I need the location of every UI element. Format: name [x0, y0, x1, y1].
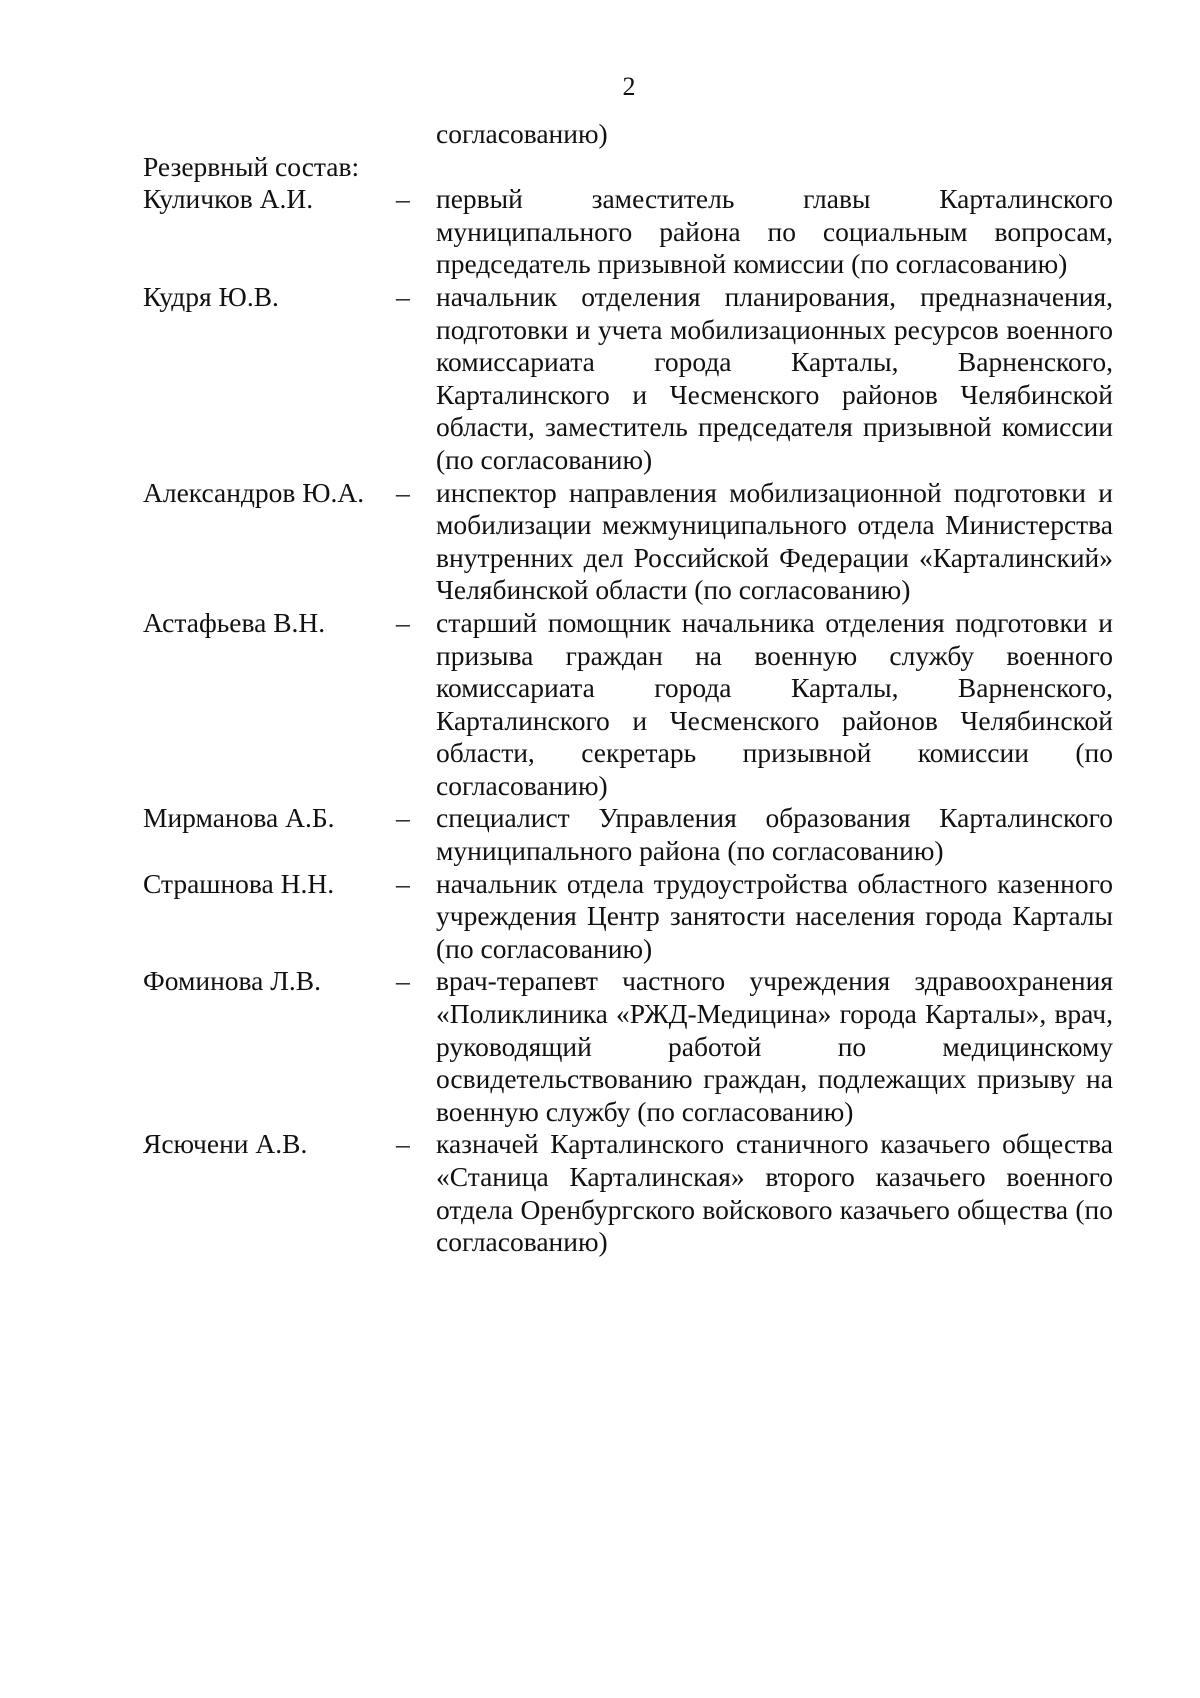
member-entry — [143, 281, 1113, 477]
member-dash: – — [396, 606, 410, 638]
member-dash: – — [396, 1128, 410, 1160]
member-dash: – — [396, 476, 410, 508]
member-entry — [143, 477, 1113, 607]
member-entry — [143, 802, 1113, 867]
member-name: Мирманова А.Б. — [143, 802, 335, 834]
member-position: врач-терапевт частного учреждения здравоохранения «Поликлиника «РЖД-Медицина» города Карталы», врач, руководящий работой по медицинскому освидетельствованию граждан, подлежащих призыву на военную службу (по согласованию) — [436, 965, 1113, 1127]
member-position: начальник отдела трудоустройства областного казенного учреждения Центр занятости населения города Карталы (по согласованию) — [436, 867, 1113, 964]
member-dash: – — [396, 280, 410, 312]
document-body — [143, 118, 1113, 1259]
member-dash: – — [396, 965, 410, 997]
member-name: Кудря Ю.В. — [143, 280, 279, 312]
continued-text: согласованию) — [436, 118, 608, 149]
member-entry — [143, 607, 1113, 803]
member-name: Александров Ю.А. — [143, 476, 365, 508]
member-position: первый заместитель главы Карталинского муниципального района по социальным вопросам, председатель призывной комиссии (по согласованию) — [436, 183, 1113, 280]
reserve-section-title: Резервный состав: — [143, 150, 360, 182]
member-position: старший помощник начальника отделения подготовки и призыва граждан на военную службу военного комиссариата города Карталы, Варненского, Карталинского и Чесменского районов Челябинской области, секретарь призывной комиссии (по согласованию) — [436, 606, 1113, 801]
member-name: Страшнова Н.Н. — [143, 867, 335, 899]
member-dash: – — [396, 802, 410, 834]
page-number: 2 — [622, 72, 636, 101]
member-entry — [143, 965, 1113, 1128]
member-dash: – — [396, 867, 410, 899]
member-position: казначей Карталинского станичного казачьего общества «Станица Карталинская» второго казачьего военного отдела Оренбургского войскового казачьего общества (по согласованию) — [436, 1128, 1113, 1258]
member-position: специалист Управления образования Карталинского муниципального района (по согласованию) — [436, 802, 1113, 867]
member-position: начальник отделения планирования, предназначения, подготовки и учета мобилизационных ресурсов военного комиссариата города Карталы, Варненского, Карталинского и Чесменского районов Челябинской области, заместитель председателя призывной комиссии (по согласованию) — [436, 280, 1113, 475]
member-entry — [143, 183, 1113, 281]
member-position: инспектор направления мобилизационной подготовки и мобилизации межмуниципального отдела Министерства внутренних дел Российской Федерации «Карталинский» Челябинской области (по согласованию) — [436, 476, 1113, 606]
member-name: Ясючени А.В. — [143, 1128, 308, 1160]
member-name: Куличков А.И. — [143, 183, 314, 215]
member-name: Астафьева В.Н. — [143, 606, 326, 638]
member-name: Фоминова Л.В. — [143, 965, 321, 997]
member-dash: – — [396, 183, 410, 215]
member-entry — [143, 868, 1113, 966]
member-entry — [143, 1128, 1113, 1258]
